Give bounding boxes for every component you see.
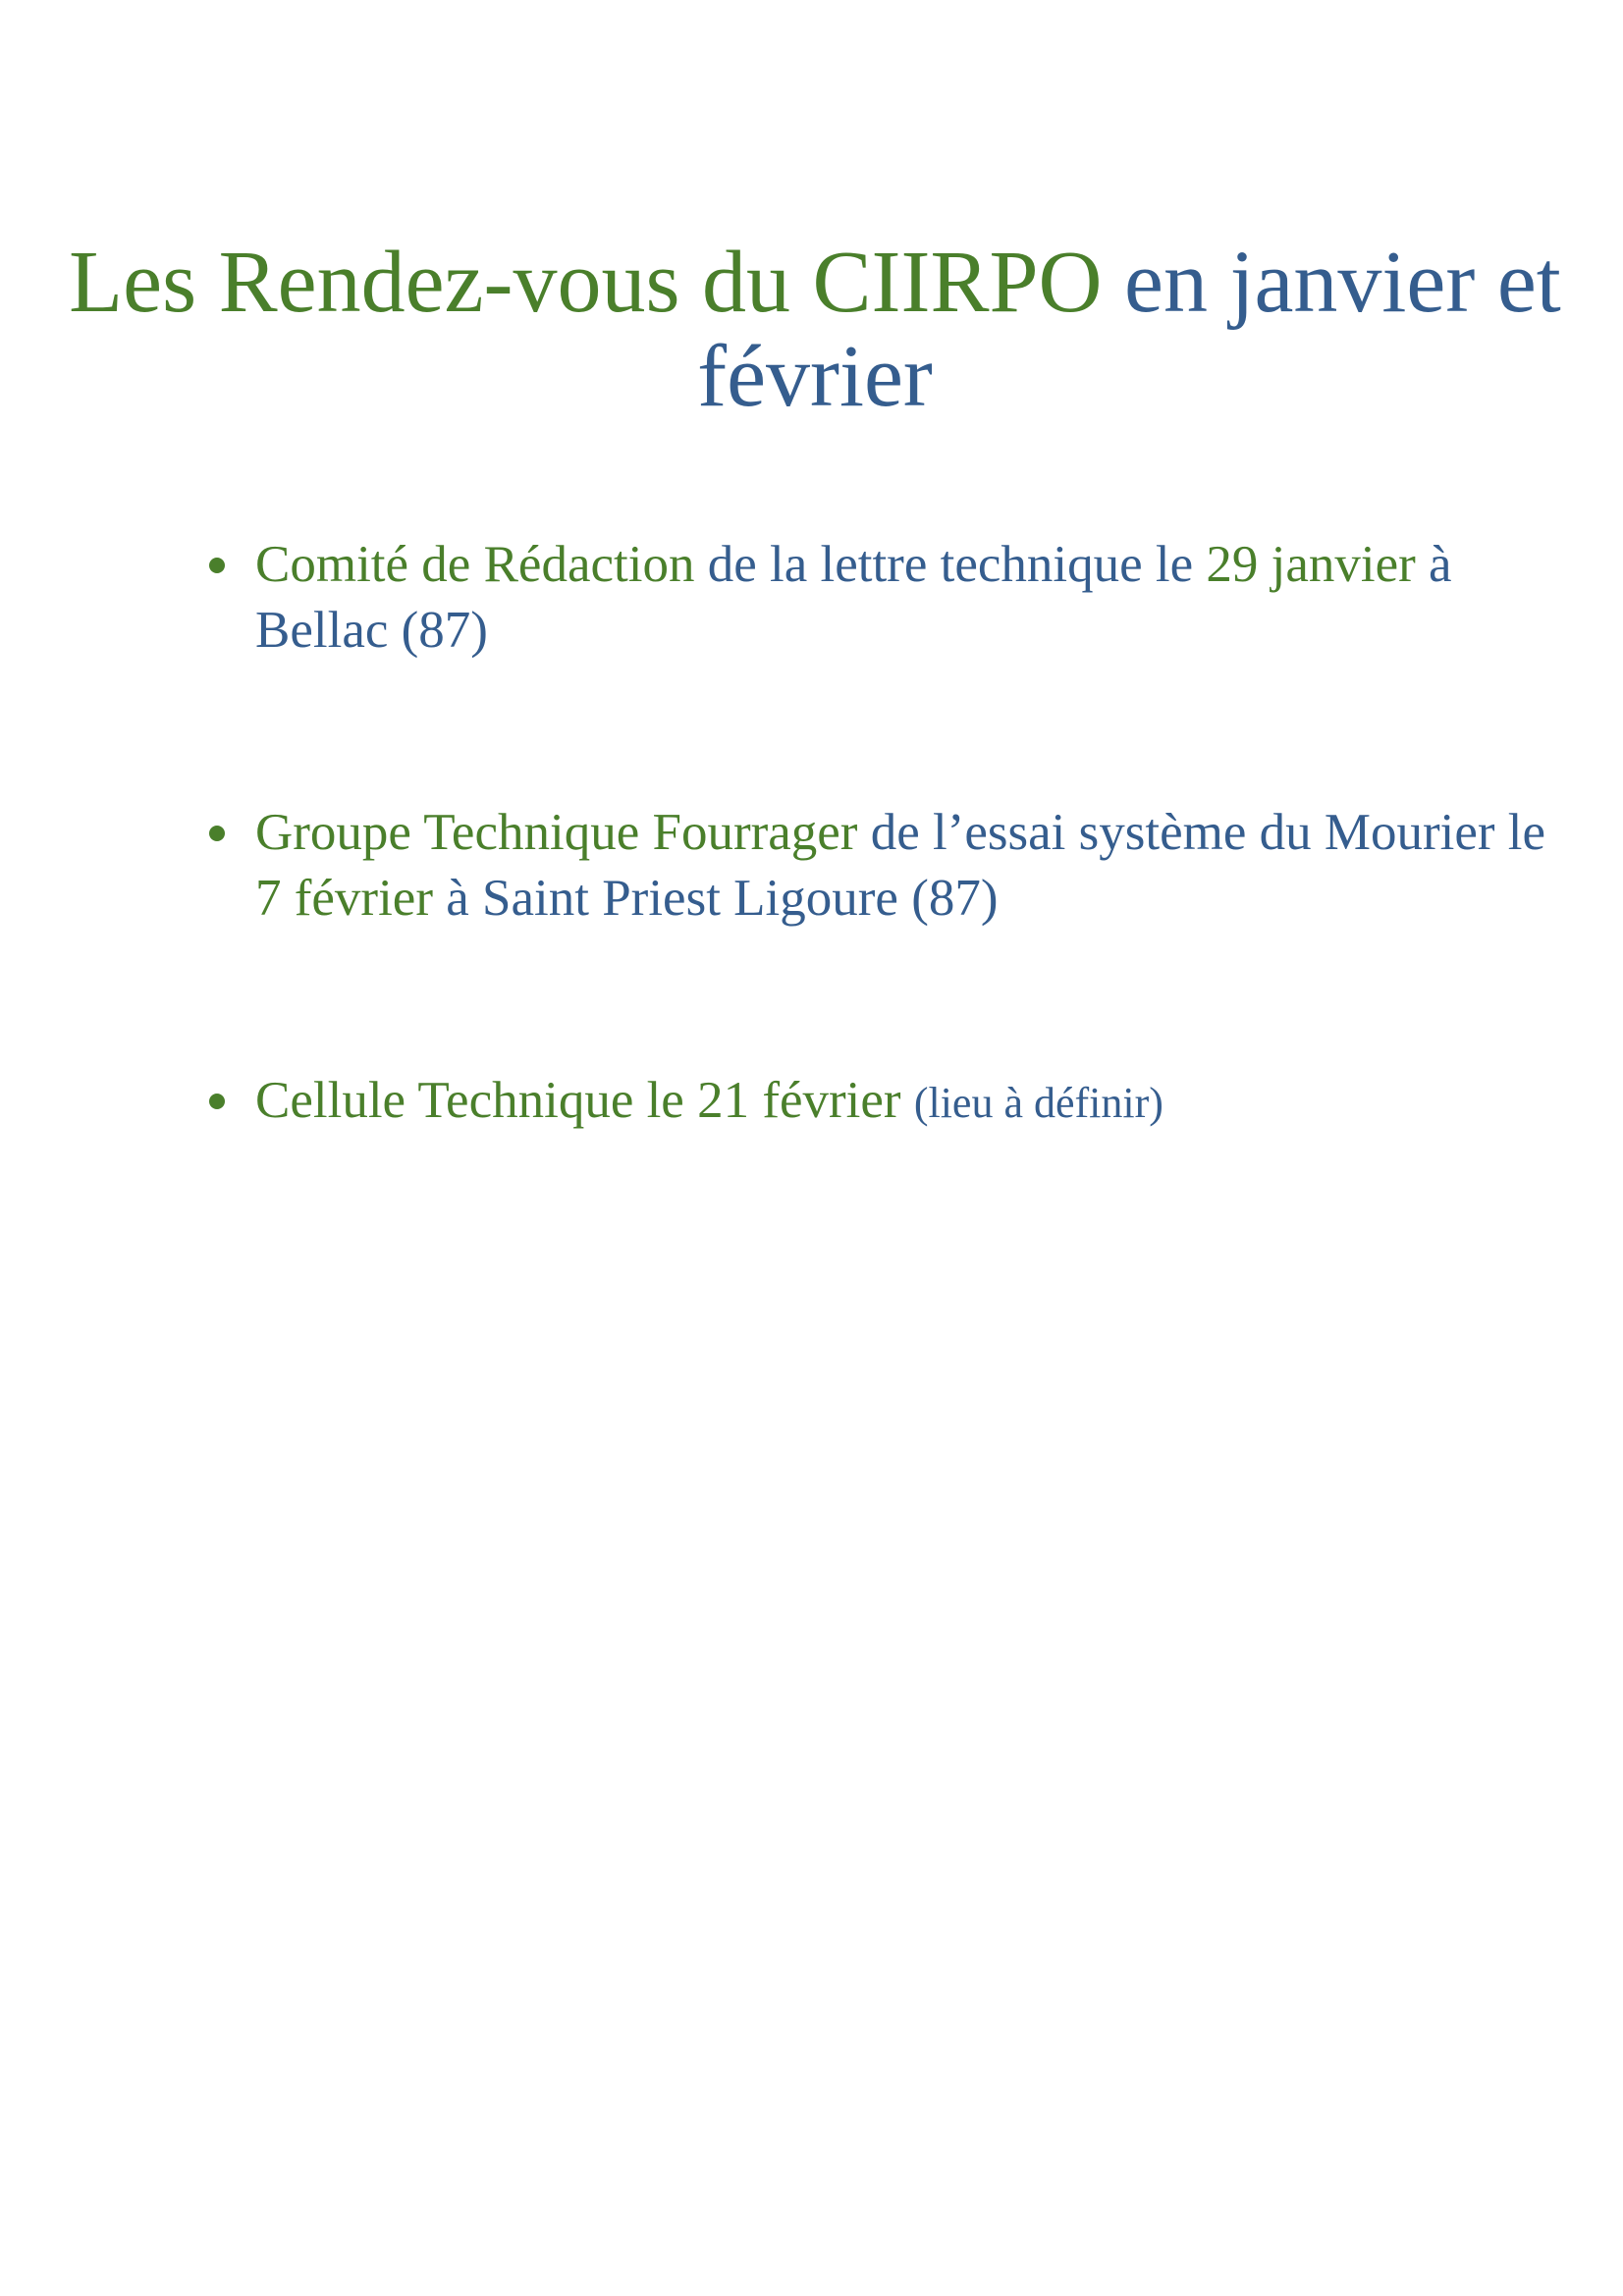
event-item [206,532,1581,664]
event-item [206,800,1581,932]
title-period: en janvier et février [697,234,1561,425]
bullet-icon [209,558,225,573]
event-name: Comité de Rédaction [255,536,695,593]
event-date: 21 février [697,1072,901,1129]
bullet-icon [209,1094,225,1109]
event-list [206,532,1581,1136]
event-name: Cellule Technique le [255,1072,684,1129]
event-item [206,1068,1581,1136]
event-note: (lieu à définir) [913,1079,1163,1127]
bullet-icon [209,826,225,841]
event-name: Groupe Technique Fourrager [255,804,858,861]
page-title [39,236,1591,424]
event-place: à Saint Priest Ligoure (87) [446,870,999,927]
event-description: de la lettre technique le [707,536,1194,593]
event-description: de l’essai système du Mourier le [870,804,1546,861]
event-date: 29 janvier [1206,536,1416,593]
title-organization: Les Rendez-vous du CIIRPO [69,234,1103,331]
event-place: à Bellac (87) [255,536,1452,659]
event-date: 7 février [255,870,433,927]
